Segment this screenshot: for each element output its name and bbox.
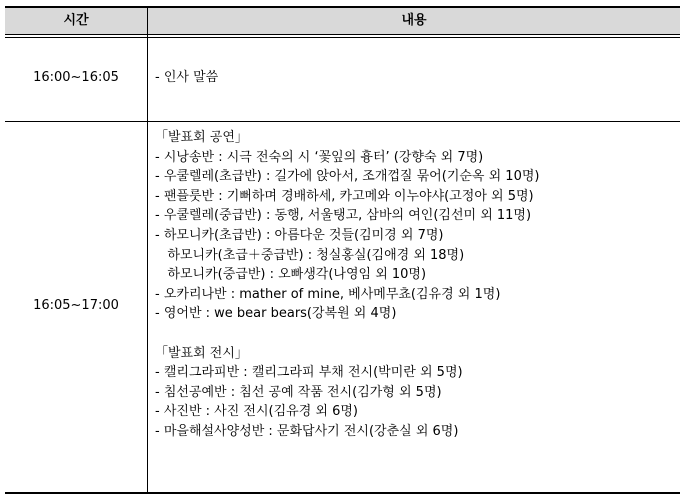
exhibition-item: - 마을해설사양성반 : 문화답사기 전시(강춘실 외 6명) (155, 423, 459, 439)
header-divider-2 (5, 37, 680, 38)
performance-item: - 팬플룻반 : 기뻐하며 경배하세, 카고메와 이누야샤(고정아 외 5명) (155, 188, 534, 204)
performance-item: - 오카리나반 : mather of mine, 베사메무쵸(김유경 외 1명) (155, 286, 501, 302)
header-content: 내용 (401, 13, 427, 28)
performance-item: - 영어반 : we bear bears(강복원 외 4명) (155, 306, 397, 322)
performance-item: 하모니카(중급반) : 오빠생각(나영임 외 10명) (155, 267, 427, 283)
header-divider-1 (5, 34, 680, 35)
greeting-item: - 인사 말씀 (155, 70, 219, 85)
content-cell-1 (155, 68, 218, 88)
performance-item: - 우쿨렐레(초급반) : 길가에 앉아서, 조개껍질 묶어(기순옥 외 10명) (155, 169, 540, 185)
exhibition-item: - 침선공예반 : 침선 공예 작품 전시(김가형 외 5명) (155, 384, 442, 400)
content-cell-2 (155, 128, 539, 442)
performance-heading: 「발표회 공연」 (155, 130, 248, 145)
performance-item: - 하모니카(초급반) : 아름다운 것들(김미경 외 7명) (155, 227, 444, 243)
row-divider (5, 121, 680, 122)
header-time: 시간 (63, 13, 89, 28)
performance-item: - 우쿨렐레(중급반) : 동행, 서울탱고, 삼바의 여인(김선미 외 11명) (155, 208, 532, 224)
exhibition-item: - 캘리그라피반 : 캘리그라피 부채 전시(박미란 외 5명) (155, 365, 463, 381)
table-top-border (5, 6, 680, 8)
exhibition-heading: 「발표회 전시」 (155, 345, 248, 361)
column-divider (147, 6, 148, 494)
program-table (5, 6, 680, 494)
time-cell-2: 16:05~17:00 (33, 298, 119, 313)
time-cell-1: 16:00~16:05 (33, 70, 119, 85)
performance-item: - 시낭송반 : 시극 전숙의 시 ‘꽃잎의 흉터’ (강향숙 외 7명) (155, 149, 484, 165)
table-bottom-border (5, 492, 680, 494)
exhibition-item: - 사진반 : 사진 전시(김유경 외 6명) (155, 404, 358, 420)
section-spacer (155, 324, 539, 344)
performance-item: 하모니카(초급＋중급반) : 청실홍실(김애경 외 18명) (155, 247, 465, 263)
